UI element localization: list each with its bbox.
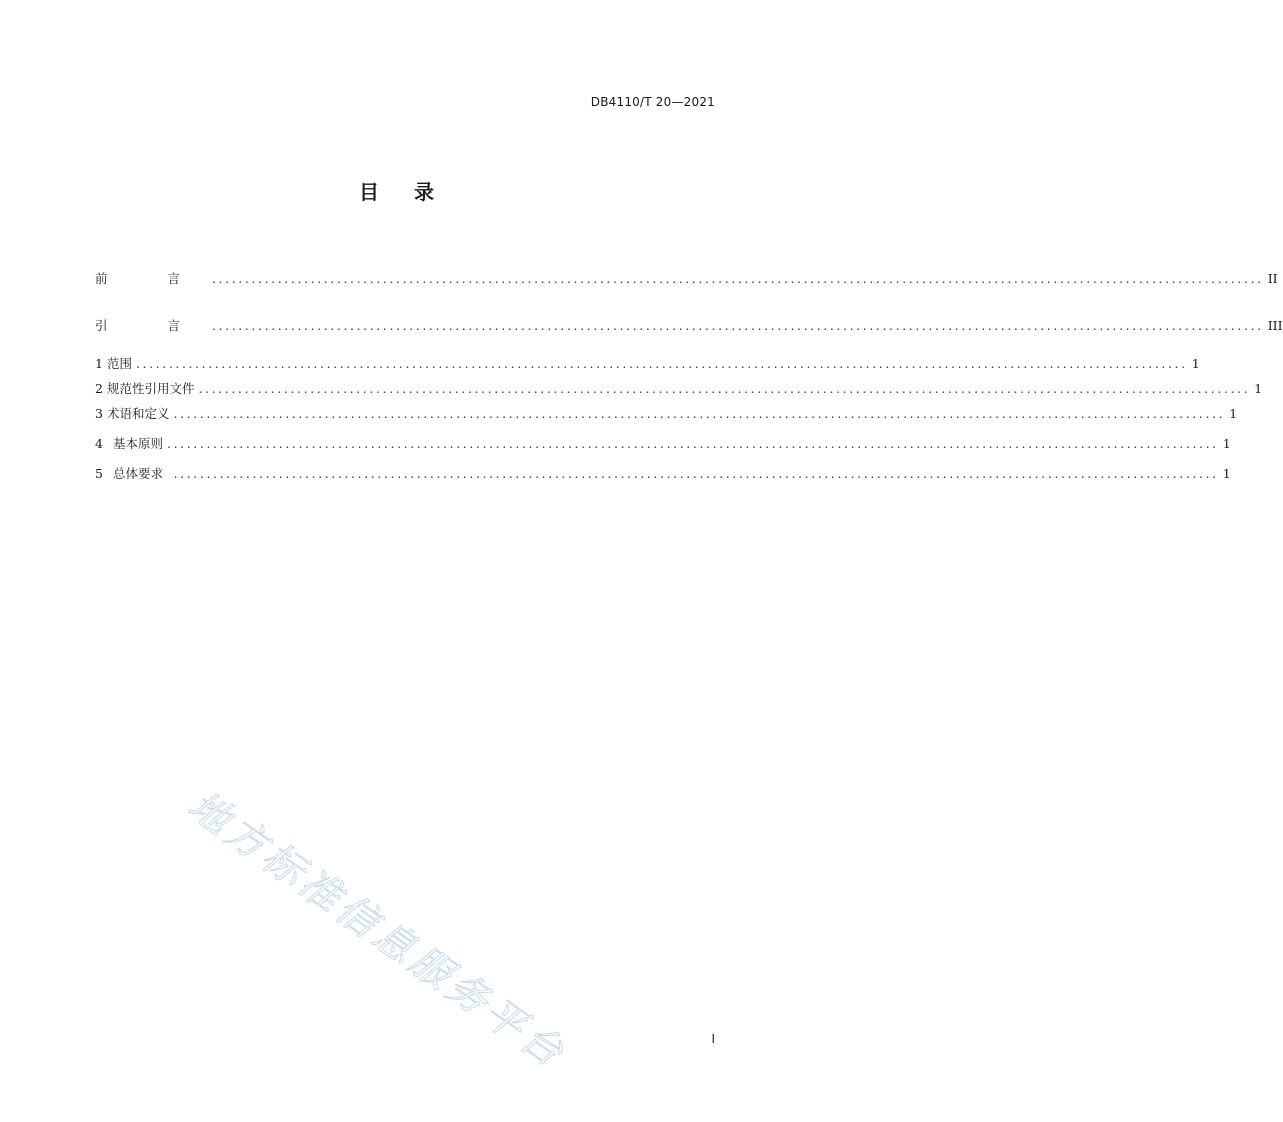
toc-entry-normative-references[interactable] xyxy=(95,381,1263,397)
toc-entry-page: III xyxy=(1267,318,1283,333)
toc-entry-number: 5 xyxy=(95,466,103,481)
toc-entry-label: 前 言 xyxy=(95,271,208,286)
page-number: I xyxy=(711,1032,715,1046)
toc-entry-number: 1 xyxy=(95,356,103,371)
toc-leader: ................................................................................................................................................................ xyxy=(173,406,1226,421)
toc-entry-page: 1 xyxy=(1229,406,1238,421)
watermark: 地方标准信息服务平台 xyxy=(179,782,575,1079)
doc-code: DB4110/T 20—2021 xyxy=(590,95,715,109)
toc-entry-number: 2 xyxy=(95,381,103,396)
toc-leader: ................................................................................................................................................................ xyxy=(211,318,1264,333)
toc-leader: ................................................................................................................................................................ xyxy=(135,356,1188,371)
toc-entry-scope[interactable] xyxy=(95,356,1200,372)
toc-entry-introduction[interactable] xyxy=(95,318,1283,334)
toc-entry-number: 4 xyxy=(95,436,103,451)
toc-entry-page: II xyxy=(1267,271,1278,286)
toc-entry-page: 1 xyxy=(1222,436,1231,451)
toc-entry-basic-principles[interactable] xyxy=(95,436,1231,452)
toc-entry-label: 范围 xyxy=(106,356,132,371)
toc-entry-page: 1 xyxy=(1191,356,1200,371)
toc-entry-page: 1 xyxy=(1222,466,1231,481)
toc-leader: ................................................................................................................................................................ xyxy=(167,436,1219,451)
toc-leader: ................................................................................................................................................................ xyxy=(211,271,1264,286)
toc-entry-number: 3 xyxy=(95,406,103,421)
toc-title: 目 录 xyxy=(359,180,448,204)
toc-entry-terms-definitions[interactable] xyxy=(95,406,1238,422)
toc-entry-label: 引 言 xyxy=(95,318,208,333)
toc-leader: ............................................................................................................................................................... xyxy=(167,466,1219,481)
toc-entry-page: 1 xyxy=(1254,381,1263,396)
toc-entry-label: 总体要求 xyxy=(112,466,163,481)
toc-entry-foreword[interactable] xyxy=(95,271,1278,287)
toc-entry-general-requirements[interactable] xyxy=(95,466,1231,482)
toc-entry-label: 术语和定义 xyxy=(106,406,170,421)
toc-entry-label: 规范性引用文件 xyxy=(106,381,195,396)
toc-entry-label: 基本原则 xyxy=(112,436,163,451)
toc-leader: ................................................................................................................................................................ xyxy=(198,381,1251,396)
